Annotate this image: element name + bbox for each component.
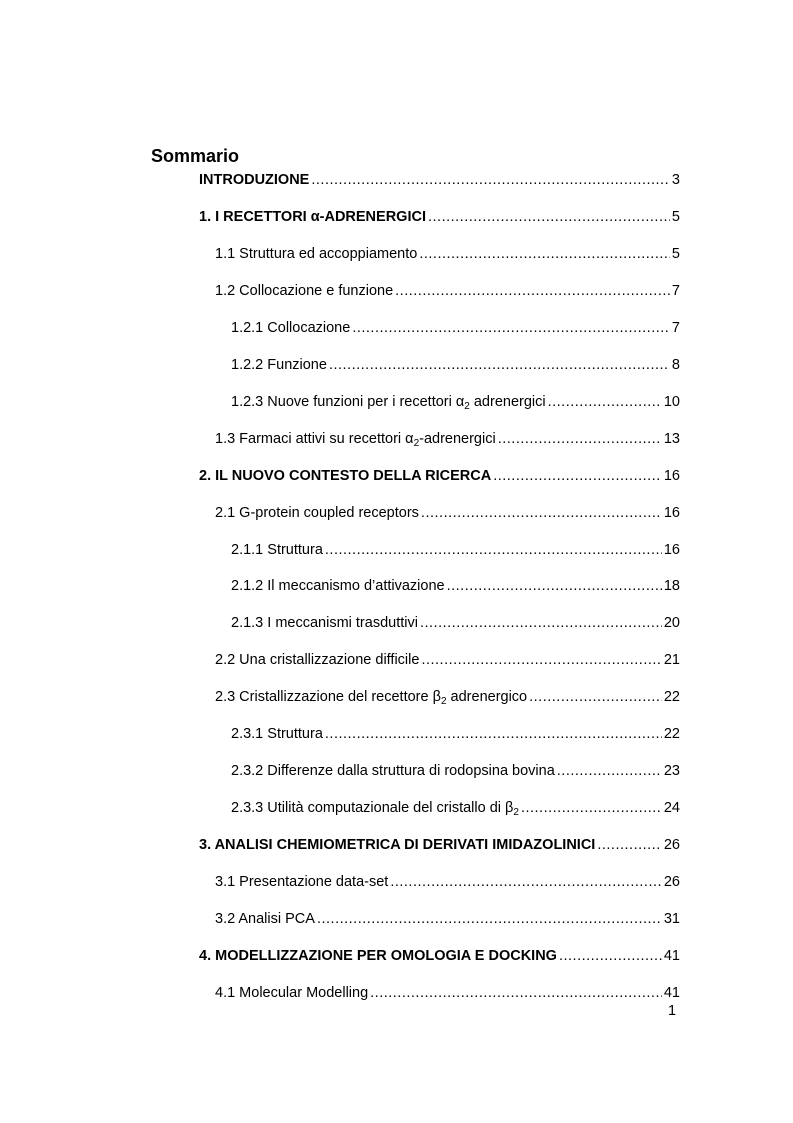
toc-entry-label: INTRODUZIONE <box>199 172 310 188</box>
toc-entry <box>199 170 680 190</box>
toc-entry-label: 1.2.2 Funzione <box>231 357 327 373</box>
toc-entry-label: 2.1.1 Struttura <box>231 542 323 558</box>
toc-entry-label-subscript: 2 <box>513 807 519 818</box>
toc-entry-label: 2.1.3 I meccanismi trasduttivi <box>231 615 418 631</box>
toc-entry-page: 22 <box>663 726 680 742</box>
toc-dot-leader <box>428 207 670 227</box>
toc-entry <box>199 207 680 227</box>
toc-dot-leader <box>419 244 670 264</box>
toc-entry <box>215 503 680 523</box>
toc-entry-page: 5 <box>671 246 680 262</box>
toc-dot-leader <box>447 576 662 596</box>
toc-entry-label: 2. IL NUOVO CONTESTO DELLA RICERCA <box>199 468 492 484</box>
toc-entry-label-text: 1.3 Farmaci attivi su recettori α <box>215 431 414 447</box>
toc-entry-page: 5 <box>671 209 680 225</box>
toc-entry-page: 8 <box>671 357 680 373</box>
toc-entry-label: 4.1 Molecular Modelling <box>215 985 369 1001</box>
toc-entry-label: 4. MODELLIZZAZIONE PER OMOLOGIA E DOCKING <box>199 948 557 964</box>
toc-entry-page: 41 <box>663 948 680 964</box>
toc-entry-label <box>231 392 546 412</box>
toc-entry-label: 2.1.2 Il meccanismo d’attivazione <box>231 578 445 594</box>
toc-entry-page: 26 <box>663 874 680 890</box>
toc-dot-leader <box>521 798 662 818</box>
toc-entry-label: 2.3.1 Struttura <box>231 726 323 742</box>
toc-entry-label: 1. I RECETTORI α-ADRENERGICI <box>199 209 426 225</box>
toc-entry <box>215 687 680 707</box>
toc-entry-page: 10 <box>663 394 680 410</box>
toc-entry-page: 13 <box>663 431 680 447</box>
toc-entry-page: 16 <box>663 542 680 558</box>
toc-entry <box>231 355 680 375</box>
toc-dot-leader <box>420 613 662 633</box>
toc-entry-page: 26 <box>663 837 680 853</box>
toc-entry <box>215 429 680 449</box>
toc-dot-leader <box>395 281 670 301</box>
toc-entry-page: 3 <box>671 172 680 188</box>
toc-entry-label-subscript: 2 <box>440 696 447 707</box>
toc-entry-page: 21 <box>663 652 680 668</box>
toc-dot-leader <box>329 355 670 375</box>
toc-dot-leader <box>548 392 662 412</box>
toc-dot-leader <box>325 724 662 744</box>
toc-entry-label-subscript: 2 <box>413 438 420 449</box>
toc-entry-label: 1.1 Struttura ed accoppiamento <box>215 246 418 262</box>
toc-entry <box>215 872 680 892</box>
toc-entry-page: 20 <box>663 615 680 631</box>
toc-entry <box>231 318 680 338</box>
toc-entry-label-text: -adrenergici <box>419 431 496 447</box>
toc-entry-label: 3.2 Analisi PCA <box>215 911 315 927</box>
toc-dot-leader <box>557 761 662 781</box>
toc-entry-label-text: adrenergici <box>469 394 546 410</box>
toc-entry-label-text: 1.2.3 Nuove funzioni per i recettori α <box>231 394 465 410</box>
toc-entry-label-text: adrenergico <box>446 689 528 705</box>
toc-dot-leader <box>317 909 662 929</box>
toc-entry <box>199 946 680 966</box>
toc-entry <box>215 281 680 301</box>
toc-entry <box>215 244 680 264</box>
toc-entry <box>199 835 680 855</box>
toc-dot-leader <box>559 946 662 966</box>
toc-entry <box>231 761 680 781</box>
toc-entry-page: 7 <box>671 283 680 299</box>
toc-entry-label: 3. ANALISI CHEMIOMETRICA DI DERIVATI IMIDAZOLINICI <box>199 837 596 853</box>
toc-entry-page: 23 <box>663 763 680 779</box>
toc-dot-leader <box>529 687 662 707</box>
toc-dot-leader <box>493 466 662 486</box>
toc-entry <box>231 798 680 818</box>
toc-entry-page: 16 <box>663 505 680 521</box>
toc-entry <box>215 909 680 929</box>
toc-entry-label: 2.2 Una cristallizzazione difficile <box>215 652 420 668</box>
toc-entry <box>231 576 680 596</box>
toc-entry-label: 3.1 Presentazione data-set <box>215 874 389 890</box>
toc-entry <box>231 540 680 560</box>
toc-dot-leader <box>311 170 670 190</box>
toc-entry <box>231 613 680 633</box>
toc-entry-page: 31 <box>663 911 680 927</box>
toc-entry <box>231 392 680 412</box>
toc-dot-leader <box>325 540 662 560</box>
toc-entry <box>215 983 680 1003</box>
page-number: 1 <box>668 1003 677 1019</box>
toc-entry-label: 1.2.1 Collocazione <box>231 320 351 336</box>
toc-dot-leader <box>421 503 662 523</box>
toc-entry-page: 18 <box>663 578 680 594</box>
toc-entry <box>199 466 680 486</box>
toc-entry-page: 7 <box>671 320 680 336</box>
toc-entry-label-text: 2.3 Cristallizzazione del recettore β <box>215 689 441 705</box>
toc-entry-label: 2.3.2 Differenze dalla struttura di rodopsina bovina <box>231 763 555 779</box>
toc-dot-leader <box>352 318 670 338</box>
toc-entry-label-text: 2.3.3 Utilità computazionale del cristallo di β <box>231 800 514 816</box>
toc-entry <box>231 724 680 744</box>
toc-dot-leader <box>498 429 662 449</box>
toc-dot-leader <box>390 872 662 892</box>
toc-dot-leader <box>421 650 661 670</box>
toc-entry-page: 41 <box>663 985 680 1001</box>
toc-dot-leader <box>370 983 662 1003</box>
toc-entry-label <box>215 429 496 449</box>
page-title: Sommario <box>151 146 240 166</box>
toc-dot-leader <box>597 835 662 855</box>
toc-entry-label <box>231 798 519 818</box>
toc-entry-page: 24 <box>663 800 680 816</box>
toc-entry <box>215 650 680 670</box>
toc-entry-label-subscript: 2 <box>464 401 470 412</box>
toc-entry-label <box>215 687 527 707</box>
toc-entry-label: 2.1 G-protein coupled receptors <box>215 505 419 521</box>
toc-entry-label: 1.2 Collocazione e funzione <box>215 283 394 299</box>
toc-entry-page: 16 <box>663 468 680 484</box>
toc-entry-page: 22 <box>663 689 680 705</box>
